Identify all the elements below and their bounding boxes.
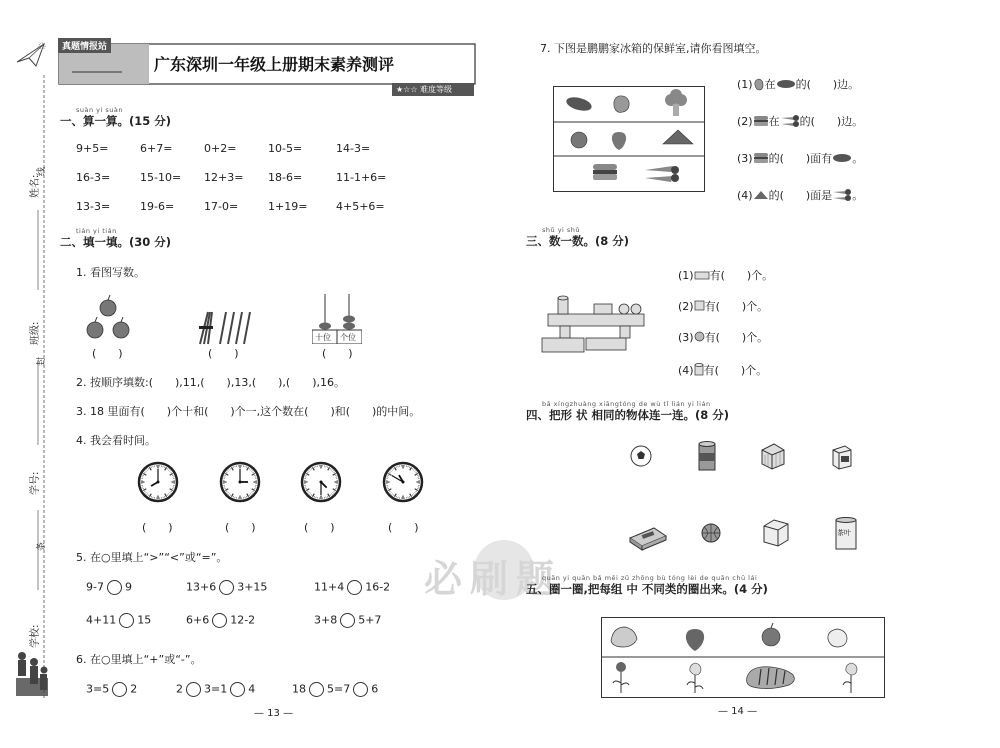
sticks-picture — [196, 310, 256, 350]
compare-circle[interactable] — [347, 580, 362, 595]
eggplant-icon — [776, 78, 796, 93]
calc-item: 14-3= — [336, 142, 371, 155]
soccer-ball-icon[interactable] — [629, 444, 653, 472]
cube-box-icon[interactable] — [762, 518, 790, 552]
sec4-pinyin: bǎ xíngzhuàng xiāngtóng de wù tǐ lián yi lián — [542, 400, 711, 408]
count-item-3: (3) 有( )个。 — [678, 331, 769, 344]
cut-mark-seal: 封 — [37, 356, 48, 367]
clock-blank-3[interactable]: ( ) — [304, 521, 335, 534]
op-circle[interactable] — [112, 682, 127, 697]
watermark: 必刷题 — [418, 536, 588, 608]
calc-item: 12+3= — [204, 171, 244, 184]
calc-item: 6+7= — [140, 142, 173, 155]
calc-item: 17-0= — [204, 200, 239, 213]
q7-fill-1: (1) 在 的( )边。 — [737, 76, 859, 94]
clock-blank-1[interactable]: ( ) — [142, 521, 173, 534]
compare-item: 9-7 9 — [86, 580, 132, 594]
q7-fill-2: (2) 在 的( )边。 — [737, 113, 863, 131]
compare-item: 6+6 12-2 — [186, 613, 256, 627]
compare-circle[interactable] — [219, 580, 234, 595]
tea-label: 茶叶 — [837, 529, 851, 537]
count-item-4: (4) 有( )个。 — [678, 364, 768, 377]
count-item-2: (2) 有( )个。 — [678, 300, 769, 313]
tea-canister-icon[interactable] — [835, 517, 857, 555]
cut-mark-strip: 条 — [37, 541, 48, 552]
calc-item: 1+19= — [268, 200, 308, 213]
apples-picture — [84, 292, 138, 348]
calc-item: 13-3= — [76, 200, 111, 213]
badge: 真题情报站 — [58, 38, 111, 53]
header-banner — [58, 38, 476, 96]
abacus-ones-label: 个位 — [340, 333, 356, 342]
name-label: 姓名: — [30, 174, 41, 198]
binding-sidebar — [0, 0, 58, 748]
q7-fill-3: (3) 的( )面有 。 — [737, 152, 864, 165]
sec4-title: 四、把形 状 相同的物体连一连。(8 分) — [526, 408, 730, 422]
op-circle[interactable] — [186, 682, 201, 697]
calc-item: 9+5= — [76, 142, 109, 155]
burger-icon — [753, 152, 769, 167]
sec5-title: 五、圈一圈,把每组 中 不同类的圈出来。(4 分) — [526, 582, 768, 596]
calc-item: 16-3= — [76, 171, 111, 184]
calc-item: 0+2= — [204, 142, 237, 155]
rubiks-cube-icon[interactable] — [760, 442, 786, 474]
page-number-right: — 14 — — [718, 706, 758, 717]
clock-face-icon — [300, 461, 342, 503]
compare-circle[interactable] — [212, 613, 227, 628]
count-item-1: (1) 有( )个。 — [678, 269, 774, 282]
fridge-table — [553, 86, 705, 196]
difficulty-rating: ★☆☆ 难度等级 — [396, 85, 453, 94]
clock-face-icon — [219, 461, 261, 503]
page-title: 广东深圳一年级上册期末素养测评 — [154, 55, 395, 74]
blocks-picture — [540, 292, 650, 360]
q1-title: 1. 看图写数。 — [76, 266, 145, 279]
calc-item: 18-6= — [268, 171, 303, 184]
q3-text: 3. 18 里面有( )个十和( )个一,这个数在( )和( )的中间。 — [76, 405, 421, 418]
op-circle[interactable] — [353, 682, 368, 697]
odd-one-out-table — [601, 617, 885, 703]
compare-circle[interactable] — [119, 613, 134, 628]
sec3-pinyin: shǔ yi shǔ — [542, 226, 581, 234]
compare-item: 13+6 3+15 — [186, 580, 268, 594]
burger-icon — [753, 115, 769, 130]
op-circle[interactable] — [230, 682, 245, 697]
op-item: 18 5=7 6 — [292, 682, 379, 696]
book-stack-icon[interactable] — [628, 524, 668, 556]
abacus-picture — [312, 292, 362, 348]
q7-fill-4: (4) 的( )面是 。 — [737, 187, 863, 205]
sec1-title: 一、算一算。(15 分) — [60, 114, 172, 128]
eggplant-icon — [832, 152, 852, 167]
paper-plane-icon — [14, 40, 48, 74]
watermelon-icon — [753, 189, 769, 204]
cuboid-icon — [694, 270, 710, 283]
compare-circle[interactable] — [107, 580, 122, 595]
calc-item: 10-5= — [268, 142, 303, 155]
cube-icon — [694, 300, 705, 314]
q1-blank-1[interactable]: ( ) — [92, 347, 123, 360]
sec5-pinyin: quān yi quān bǎ měi zǔ zhōng bù tóng lèi de quān chū lái — [542, 574, 758, 582]
q6-title: 6. 在○里填上“+”或“-”。 — [76, 653, 202, 666]
school-label: 学校: — [30, 624, 41, 648]
cylinder-icon — [694, 363, 704, 379]
q4-title: 4. 我会看时间。 — [76, 434, 156, 447]
crowd-silhouette-icon — [14, 648, 50, 704]
abacus-tens-label: 十位 — [315, 333, 331, 342]
op-item: 2 3=1 4 — [176, 682, 256, 696]
compare-item: 4+11 15 — [86, 613, 152, 627]
q1-blank-2[interactable]: ( ) — [208, 347, 239, 360]
sec2-title: 二、填一填。(30 分) — [60, 235, 172, 249]
basketball-icon[interactable] — [700, 522, 722, 548]
op-item: 3=5 2 — [86, 682, 138, 696]
q1-blank-3[interactable]: ( ) — [322, 347, 353, 360]
calc-item: 4+5+6= — [336, 200, 385, 213]
clock-blank-4[interactable]: ( ) — [388, 521, 419, 534]
carrot-icon — [832, 188, 852, 205]
pepper-icon — [753, 77, 765, 94]
class-label: 班级: — [30, 321, 41, 345]
page-number-left: — 13 — — [254, 708, 294, 719]
clock-blank-2[interactable]: ( ) — [225, 521, 256, 534]
can-icon[interactable] — [697, 441, 717, 477]
compare-item: 11+4 16-2 — [314, 580, 391, 594]
calc-item: 19-6= — [140, 200, 175, 213]
sec2-pinyin: tián yi tián — [76, 227, 117, 235]
calc-item: 15-10= — [140, 171, 182, 184]
op-circle[interactable] — [309, 682, 324, 697]
student-id-label: 学号: — [30, 471, 41, 495]
q2-text: 2. 按顺序填数:( ),11,( ),13,( ),( ),16。 — [76, 376, 345, 389]
calc-grid — [76, 142, 496, 217]
compare-item: 3+8 5+7 — [314, 613, 382, 627]
sphere-icon — [694, 331, 705, 345]
q5-title: 5. 在○里填上“>”“<”或“=”。 — [76, 551, 228, 564]
q7-title: 7. 下图是鹏鹏家冰箱的保鲜室,请你看图填空。 — [540, 42, 767, 55]
calc-item: 11-1+6= — [336, 171, 387, 184]
clock-face-icon — [382, 461, 424, 503]
carrot-icon — [780, 114, 800, 131]
clock-face-icon — [137, 461, 179, 503]
sec1-pinyin: suàn yi suàn — [76, 106, 124, 114]
compare-circle[interactable] — [340, 613, 355, 628]
cut-mark-line: 线 — [37, 166, 48, 177]
sec3-title: 三、数一数。(8 分) — [526, 234, 630, 248]
box-icon[interactable] — [829, 444, 853, 474]
